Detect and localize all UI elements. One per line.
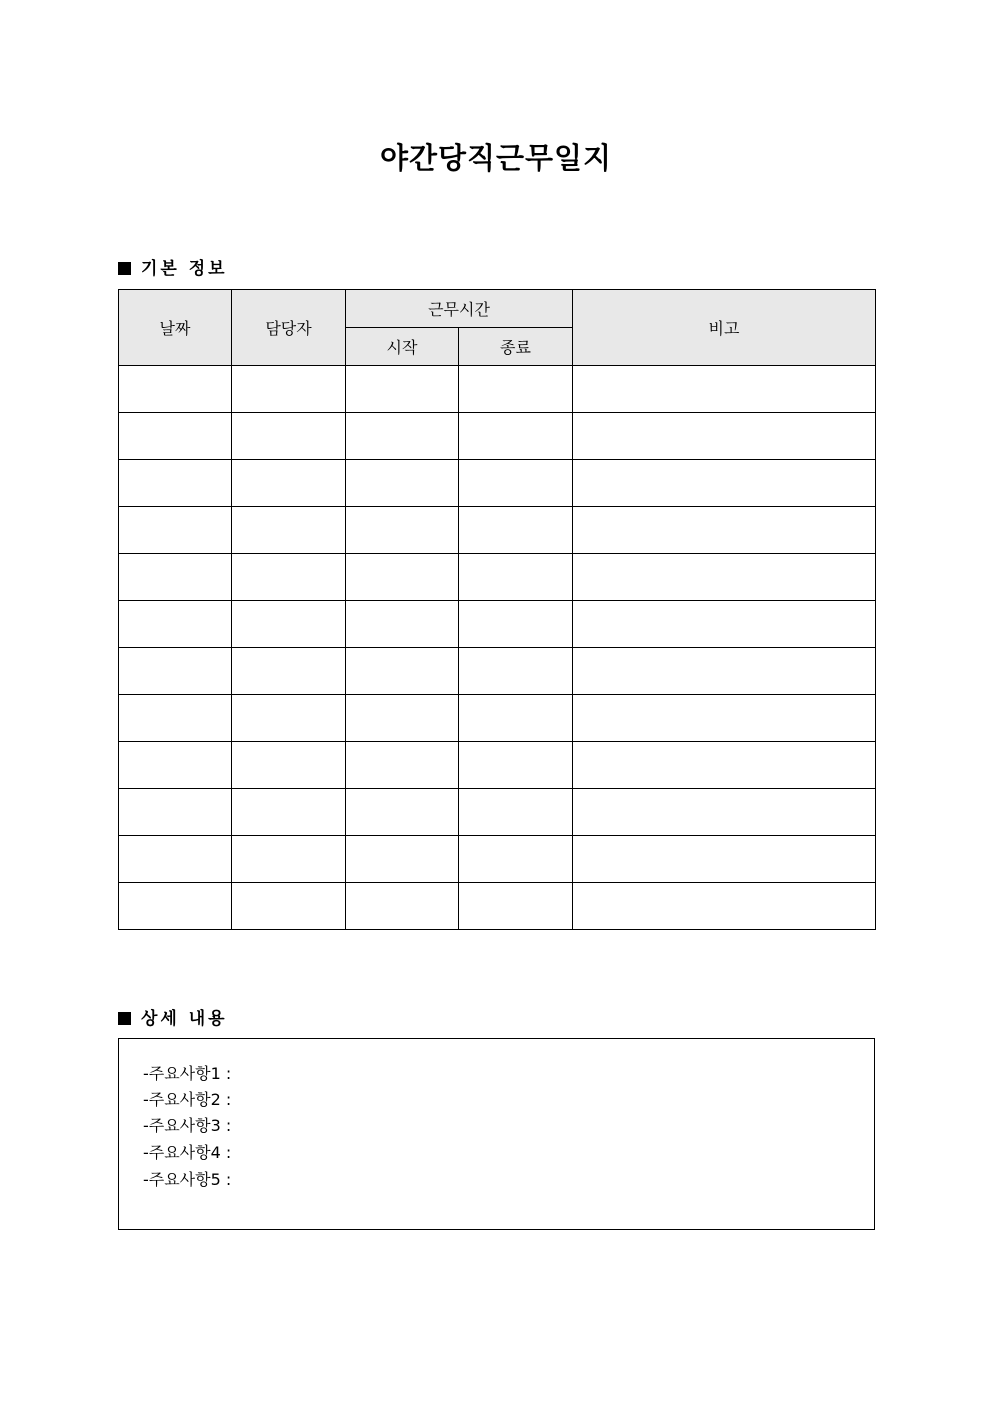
cell-start[interactable] <box>346 554 459 601</box>
cell-note[interactable] <box>573 366 876 413</box>
header-end: 종료 <box>459 328 573 366</box>
cell-person[interactable] <box>232 836 346 883</box>
cell-person[interactable] <box>232 601 346 648</box>
detail-item-5: -주요사항5 : <box>143 1170 232 1189</box>
table-row <box>119 883 876 930</box>
cell-date[interactable] <box>119 695 232 742</box>
cell-date[interactable] <box>119 648 232 695</box>
cell-note[interactable] <box>573 648 876 695</box>
cell-start[interactable] <box>346 507 459 554</box>
cell-end[interactable] <box>459 648 573 695</box>
details-box <box>118 1038 875 1230</box>
header-start: 시작 <box>346 328 459 366</box>
detail-item-4: -주요사항4 : <box>143 1143 232 1162</box>
table-row <box>119 648 876 695</box>
cell-start[interactable] <box>346 366 459 413</box>
cell-start[interactable] <box>346 883 459 930</box>
cell-note[interactable] <box>573 883 876 930</box>
section-details-heading <box>118 1004 228 1029</box>
cell-note[interactable] <box>573 695 876 742</box>
detail-item-1: -주요사항1 : <box>143 1064 232 1083</box>
cell-end[interactable] <box>459 507 573 554</box>
cell-date[interactable] <box>119 836 232 883</box>
cell-note[interactable] <box>573 601 876 648</box>
cell-date[interactable] <box>119 413 232 460</box>
cell-date[interactable] <box>119 601 232 648</box>
cell-person[interactable] <box>232 789 346 836</box>
cell-start[interactable] <box>346 836 459 883</box>
cell-end[interactable] <box>459 554 573 601</box>
table-row <box>119 601 876 648</box>
cell-date[interactable] <box>119 742 232 789</box>
cell-end[interactable] <box>459 366 573 413</box>
cell-note[interactable] <box>573 742 876 789</box>
table-row <box>119 413 876 460</box>
cell-end[interactable] <box>459 883 573 930</box>
cell-person[interactable] <box>232 460 346 507</box>
cell-person[interactable] <box>232 507 346 554</box>
cell-note[interactable] <box>573 554 876 601</box>
header-person: 담당자 <box>232 290 346 366</box>
cell-start[interactable] <box>346 695 459 742</box>
duty-log-table <box>118 289 876 930</box>
cell-end[interactable] <box>459 789 573 836</box>
cell-end[interactable] <box>459 695 573 742</box>
cell-end[interactable] <box>459 836 573 883</box>
cell-date[interactable] <box>119 883 232 930</box>
cell-person[interactable] <box>232 648 346 695</box>
table-row <box>119 460 876 507</box>
table-row <box>119 695 876 742</box>
cell-start[interactable] <box>346 789 459 836</box>
cell-date[interactable] <box>119 507 232 554</box>
cell-start[interactable] <box>346 742 459 789</box>
table-row <box>119 366 876 413</box>
detail-item-3: -주요사항3 : <box>143 1116 232 1135</box>
cell-note[interactable] <box>573 507 876 554</box>
header-work-time: 근무시간 <box>346 290 573 328</box>
cell-person[interactable] <box>232 742 346 789</box>
cell-note[interactable] <box>573 789 876 836</box>
cell-note[interactable] <box>573 413 876 460</box>
cell-date[interactable] <box>119 460 232 507</box>
cell-end[interactable] <box>459 413 573 460</box>
cell-person[interactable] <box>232 413 346 460</box>
cell-end[interactable] <box>459 742 573 789</box>
cell-end[interactable] <box>459 460 573 507</box>
square-bullet-icon <box>118 1012 131 1025</box>
cell-person[interactable] <box>232 554 346 601</box>
cell-end[interactable] <box>459 601 573 648</box>
table-row <box>119 789 876 836</box>
section-label: 기본 정보 <box>141 259 228 279</box>
cell-note[interactable] <box>573 836 876 883</box>
cell-person[interactable] <box>232 366 346 413</box>
table-row <box>119 742 876 789</box>
cell-start[interactable] <box>346 601 459 648</box>
cell-date[interactable] <box>119 554 232 601</box>
cell-person[interactable] <box>232 883 346 930</box>
cell-start[interactable] <box>346 648 459 695</box>
cell-person[interactable] <box>232 695 346 742</box>
table-row <box>119 836 876 883</box>
header-note: 비고 <box>573 290 876 366</box>
cell-start[interactable] <box>346 413 459 460</box>
document-title: 야간당직근무일지 <box>379 141 613 175</box>
section-label: 상세 내용 <box>141 1009 228 1029</box>
cell-start[interactable] <box>346 460 459 507</box>
cell-date[interactable] <box>119 366 232 413</box>
table-row <box>119 507 876 554</box>
square-bullet-icon <box>118 262 131 275</box>
table-row <box>119 554 876 601</box>
table-body <box>119 366 876 930</box>
cell-date[interactable] <box>119 789 232 836</box>
cell-note[interactable] <box>573 460 876 507</box>
header-date: 날짜 <box>119 290 232 366</box>
detail-item-2: -주요사항2 : <box>143 1090 232 1109</box>
section-basic-info-heading <box>118 254 228 279</box>
